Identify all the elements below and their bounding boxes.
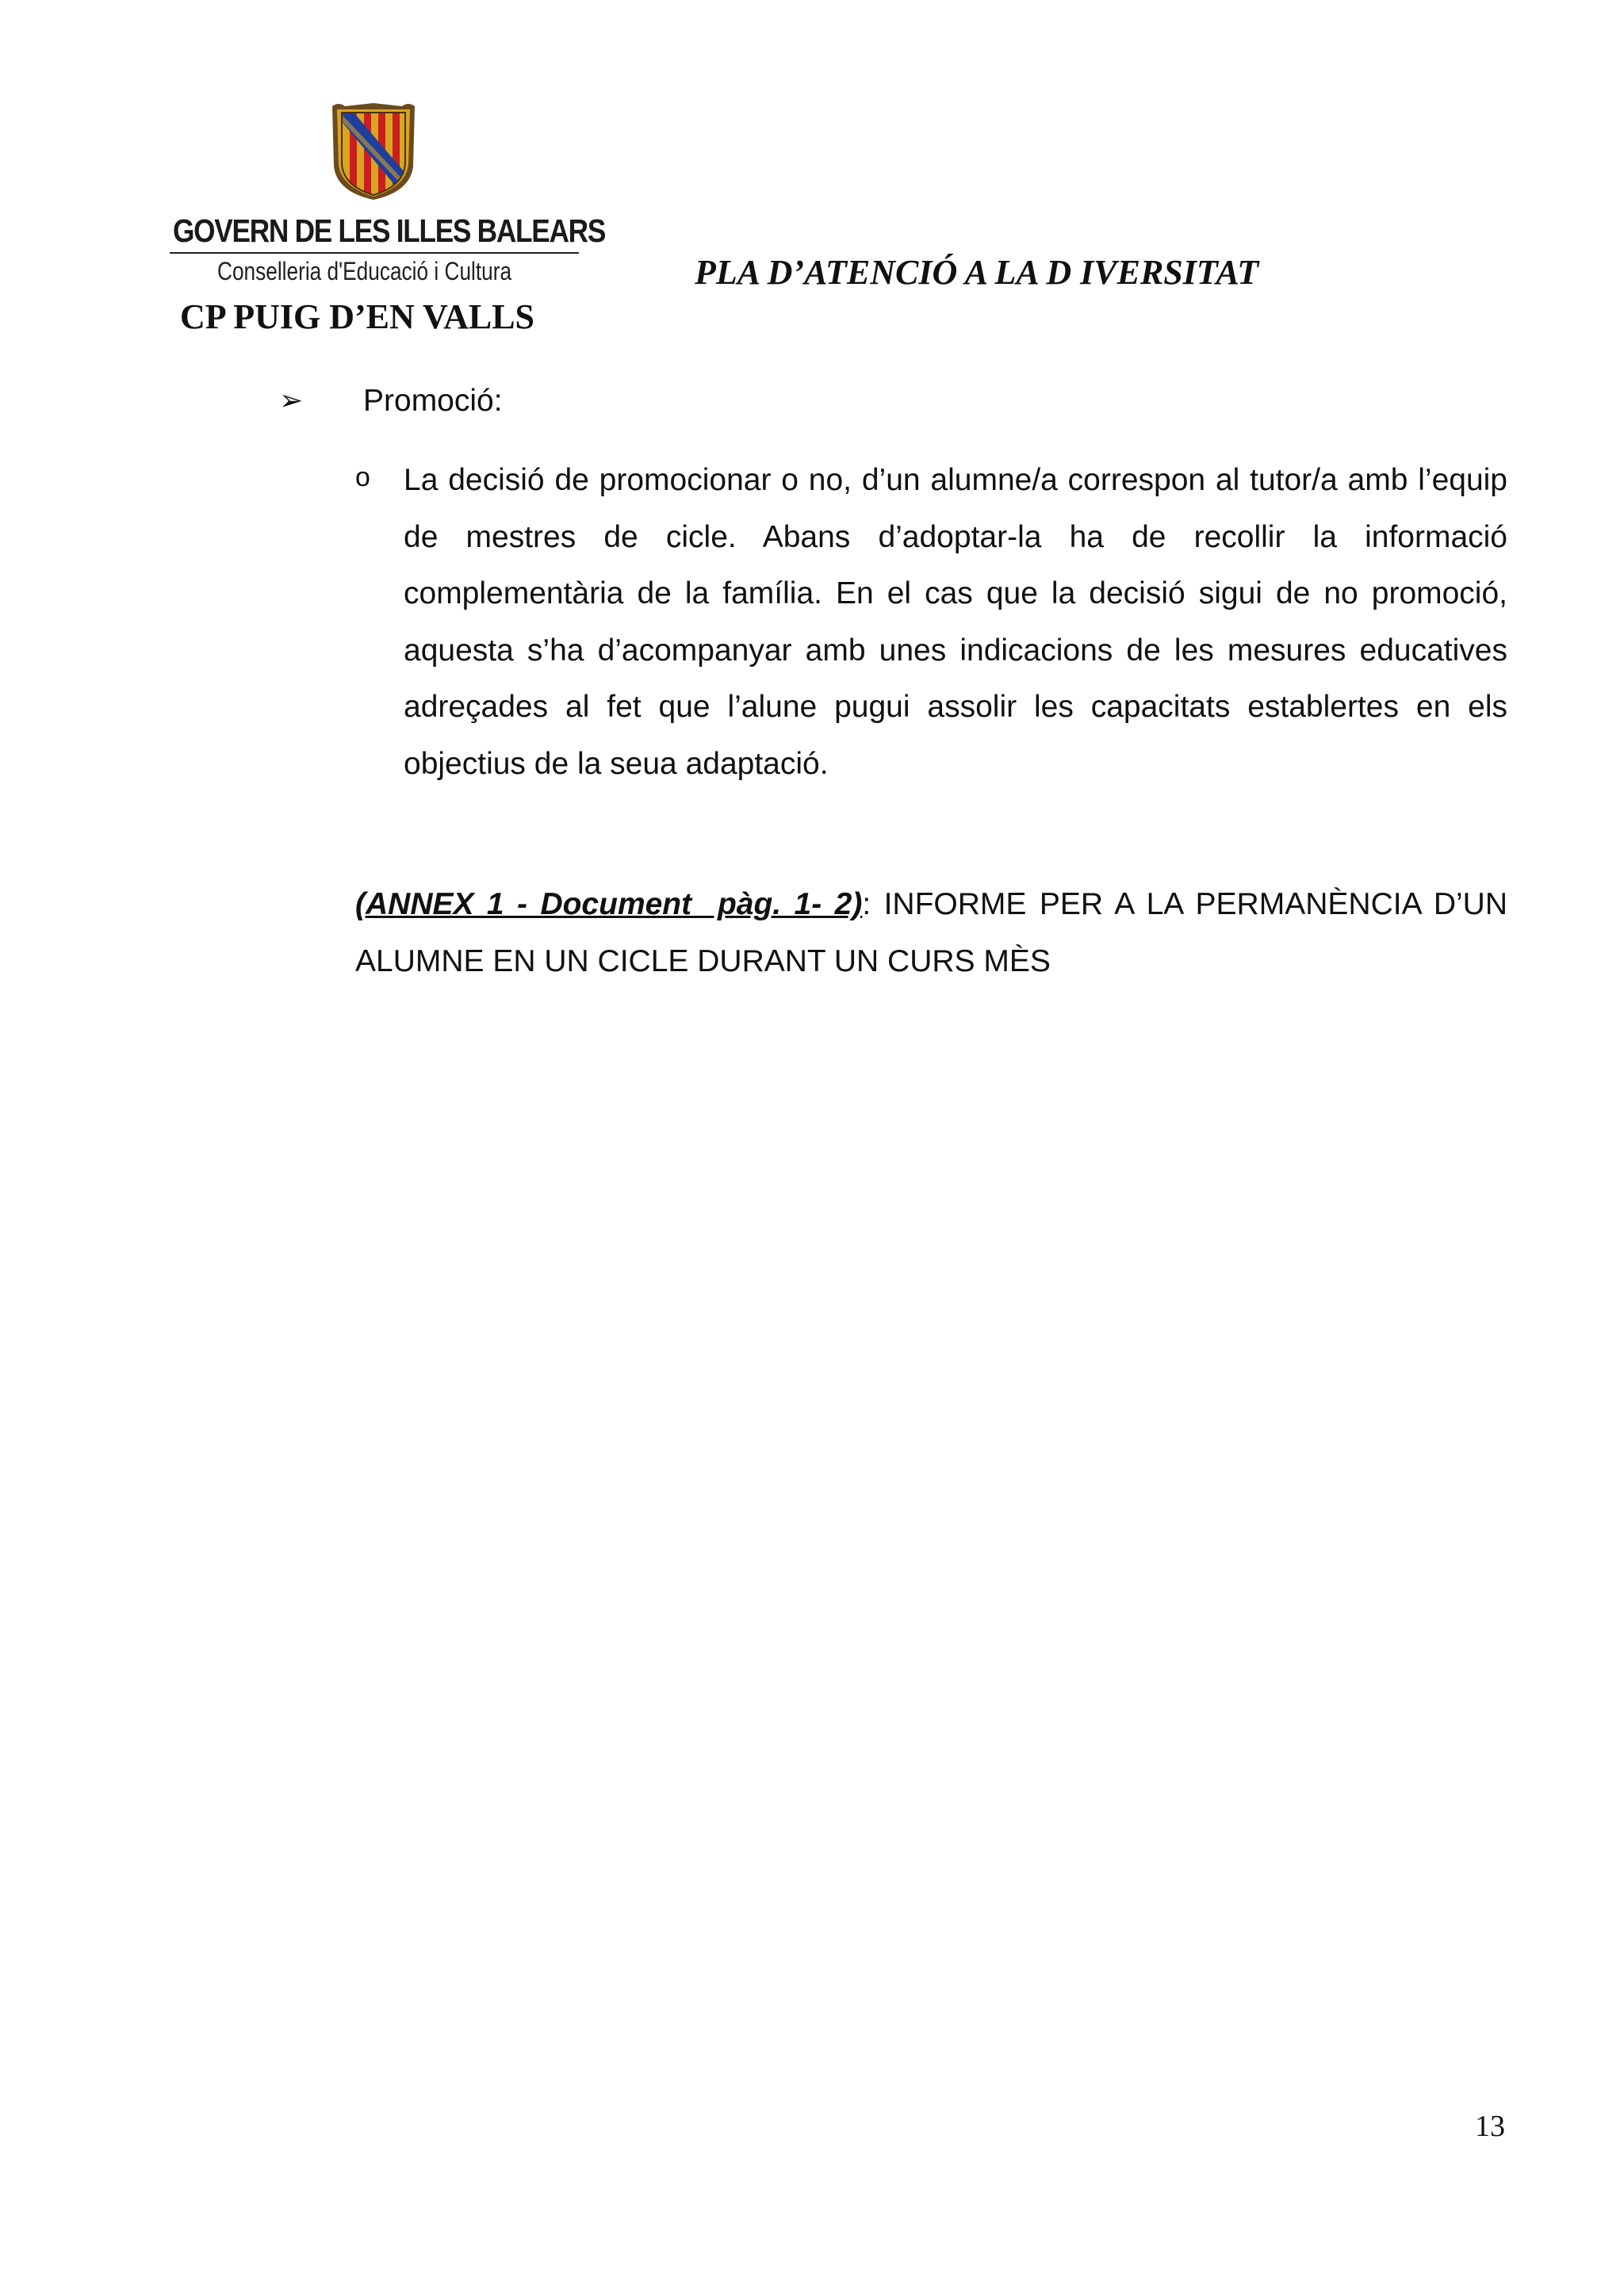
page-number: 13 (1475, 2110, 1505, 2143)
balearic-coat-of-arms-icon (327, 100, 419, 201)
logo-divider (170, 252, 579, 254)
government-name: GOVERN DE LES ILLES BALEARS (173, 212, 606, 249)
annex-reference: (ANNEX 1 - Document pàg. 1- 2) (355, 887, 863, 921)
department-name: Conselleria d'Educació i Cultura (217, 257, 512, 285)
school-name: CP PUIG D’EN VALLS (180, 297, 535, 336)
annex-paragraph (355, 876, 1507, 989)
circle-bullet-icon: o (355, 462, 370, 492)
arrow-bullet-icon: ➢ (279, 385, 304, 417)
section-heading: Promoció: (363, 384, 503, 418)
document-title: PLA D’ATENCIÓ A LA D IVERSITAT (695, 253, 1259, 292)
annex-description: : INFORME PER A LA PERMANÈNCIA D’UN ALUMNE EN UN CICLE DURANT UN CURS MÈS (355, 887, 1508, 978)
promotion-paragraph: La decisió de promocionar o no, d’un alumne/a correspon al tutor/a amb l’equip de mestres de cicle. Abans d’adoptar-la ha de recollir la informació complementària de la família. En el cas que la decisió sigui de no promoció, aquesta s’ha d’acompanyar amb unes indicacions de les mesures educatives adreçades al fet que l’alune pugui assolir les capacitats establertes en els objectius de la seua adaptació. (404, 463, 1507, 781)
